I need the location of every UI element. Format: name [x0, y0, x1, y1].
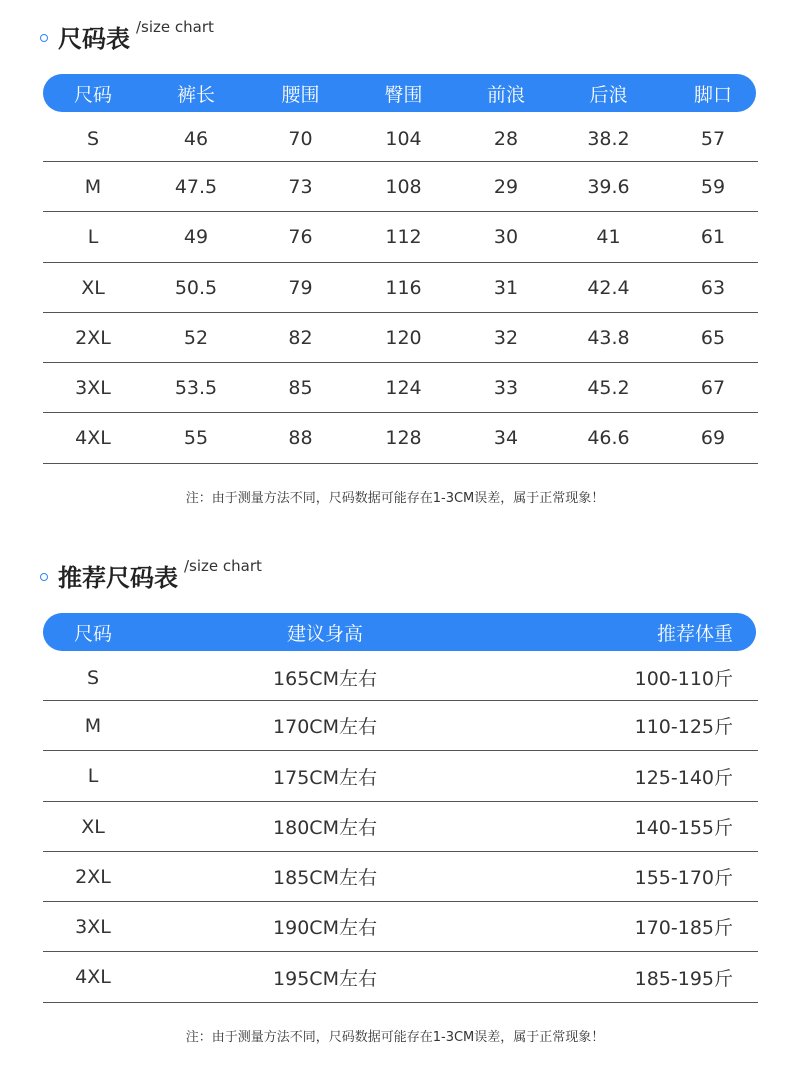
table-cell: 4XL	[75, 427, 111, 449]
table-cell: 33	[493, 376, 519, 399]
table-cell: 32	[493, 326, 519, 349]
table-cell: 125-140斤	[634, 766, 733, 789]
header-cell: 脚口	[693, 83, 732, 106]
size-chart-note: 注：由于测量方法不同，尺码数据可能存在1-3CM误差，属于正常现象！	[185, 491, 605, 506]
table-cell: 140-155斤	[634, 817, 733, 839]
table-cell: 65	[700, 326, 726, 349]
table-cell: 41	[596, 226, 621, 248]
table-cell: 29	[493, 175, 519, 198]
table-cell: 76	[288, 226, 313, 248]
table-cell: 128	[385, 427, 422, 449]
table-cell: 85	[288, 376, 313, 399]
table-cell: 69	[700, 427, 726, 449]
table-row	[43, 413, 758, 464]
table-cell: M	[84, 714, 102, 737]
recommend-chart-subtitle: /size chart	[184, 557, 262, 575]
table-row	[43, 263, 758, 313]
table-cell: 116	[385, 276, 422, 299]
header-cell: 腰围	[281, 83, 320, 106]
recommend-chart-heading	[40, 555, 262, 595]
table-cell: 61	[700, 226, 726, 248]
table-cell: 52	[183, 326, 209, 349]
table-cell: 67	[700, 376, 726, 399]
table-cell: 112	[385, 226, 422, 248]
table-cell: 57	[700, 127, 726, 150]
table-cell: 79	[288, 276, 313, 299]
recommend-chart-title: 推荐尺码表	[58, 563, 178, 592]
table-row	[43, 655, 758, 701]
table-cell: 42.4	[587, 276, 630, 299]
table-cell: 104	[385, 127, 422, 150]
size-chart-rows	[43, 116, 758, 464]
table-cell: 110-125斤	[634, 716, 733, 738]
table-cell: 82	[288, 326, 313, 349]
table-cell: L	[87, 226, 99, 248]
header-cell: 尺码	[73, 622, 112, 645]
table-cell: 30	[493, 226, 519, 248]
circle-bullet-icon	[40, 573, 48, 581]
recommend-chart-rows	[43, 655, 758, 1003]
table-cell: 46.6	[587, 427, 630, 449]
header-cell: 推荐体重	[656, 622, 733, 645]
table-cell: 185CM左右	[273, 867, 377, 889]
header-cell: 臀围	[384, 83, 423, 106]
table-cell: M	[84, 175, 102, 198]
table-cell: 195CM左右	[273, 967, 377, 990]
table-cell: 46	[183, 127, 209, 150]
table-row	[43, 701, 758, 751]
table-cell: 88	[288, 427, 313, 449]
header-cell: 前浪	[486, 83, 525, 106]
table-cell: 38.2	[587, 127, 630, 150]
table-cell: XL	[81, 815, 105, 838]
header-cell: 建议身高	[286, 622, 363, 645]
table-row	[43, 802, 758, 852]
table-row	[43, 852, 758, 902]
table-row	[43, 212, 758, 263]
table-cell: XL	[81, 276, 105, 299]
table-cell: 170CM左右	[273, 716, 377, 738]
table-cell: 34	[493, 427, 519, 449]
table-cell: 39.6	[587, 175, 630, 198]
circle-bullet-icon	[40, 34, 48, 42]
table-row	[43, 313, 758, 363]
table-cell: 53.5	[174, 376, 218, 399]
table-row	[43, 363, 758, 413]
table-row	[43, 162, 758, 212]
table-cell: 43.8	[587, 326, 630, 349]
table-cell: L	[87, 765, 99, 787]
table-cell: 3XL	[75, 915, 111, 938]
table-cell: 175CM左右	[273, 766, 377, 789]
table-cell: 73	[288, 175, 313, 198]
table-cell: 124	[385, 376, 422, 399]
table-cell: 59	[700, 175, 726, 198]
table-cell: 180CM左右	[273, 817, 377, 839]
recommend-chart-note: 注：由于测量方法不同，尺码数据可能存在1-3CM误差，属于正常现象！	[185, 1030, 605, 1045]
recommend-chart-header	[43, 613, 756, 651]
table-cell: 120	[385, 326, 422, 349]
table-cell: S	[86, 127, 100, 150]
table-cell: 190CM左右	[273, 917, 377, 939]
size-chart-subtitle: /size chart	[136, 18, 214, 36]
table-cell: 155-170斤	[634, 867, 733, 889]
header-cell: 裤长	[176, 83, 215, 106]
table-cell: 47.5	[174, 175, 218, 198]
header-cell: 后浪	[589, 83, 628, 106]
table-row	[43, 751, 758, 802]
table-cell: 2XL	[75, 326, 111, 349]
table-row	[43, 116, 758, 162]
table-row	[43, 902, 758, 952]
table-cell: 170-185斤	[634, 917, 733, 939]
table-cell: 28	[493, 127, 519, 150]
table-cell: 70	[288, 127, 313, 150]
header-cell: 尺码	[73, 83, 112, 106]
table-row	[43, 952, 758, 1003]
table-cell: 165CM左右	[273, 668, 377, 690]
table-cell: 108	[385, 175, 422, 198]
table-cell: S	[86, 666, 100, 689]
table-cell: 50.5	[174, 276, 218, 299]
size-chart-header	[43, 74, 756, 112]
table-cell: 45.2	[587, 376, 630, 399]
table-cell: 2XL	[75, 865, 111, 888]
table-cell: 185-195斤	[634, 967, 733, 990]
table-cell: 3XL	[75, 376, 111, 399]
table-cell: 55	[183, 427, 209, 449]
table-cell: 49	[183, 226, 209, 248]
table-cell: 4XL	[75, 966, 111, 988]
table-cell: 31	[493, 276, 519, 299]
table-cell: 63	[700, 276, 726, 299]
table-cell: 100-110斤	[634, 668, 733, 690]
size-chart-heading	[40, 16, 214, 56]
size-chart-title: 尺码表	[58, 24, 130, 53]
